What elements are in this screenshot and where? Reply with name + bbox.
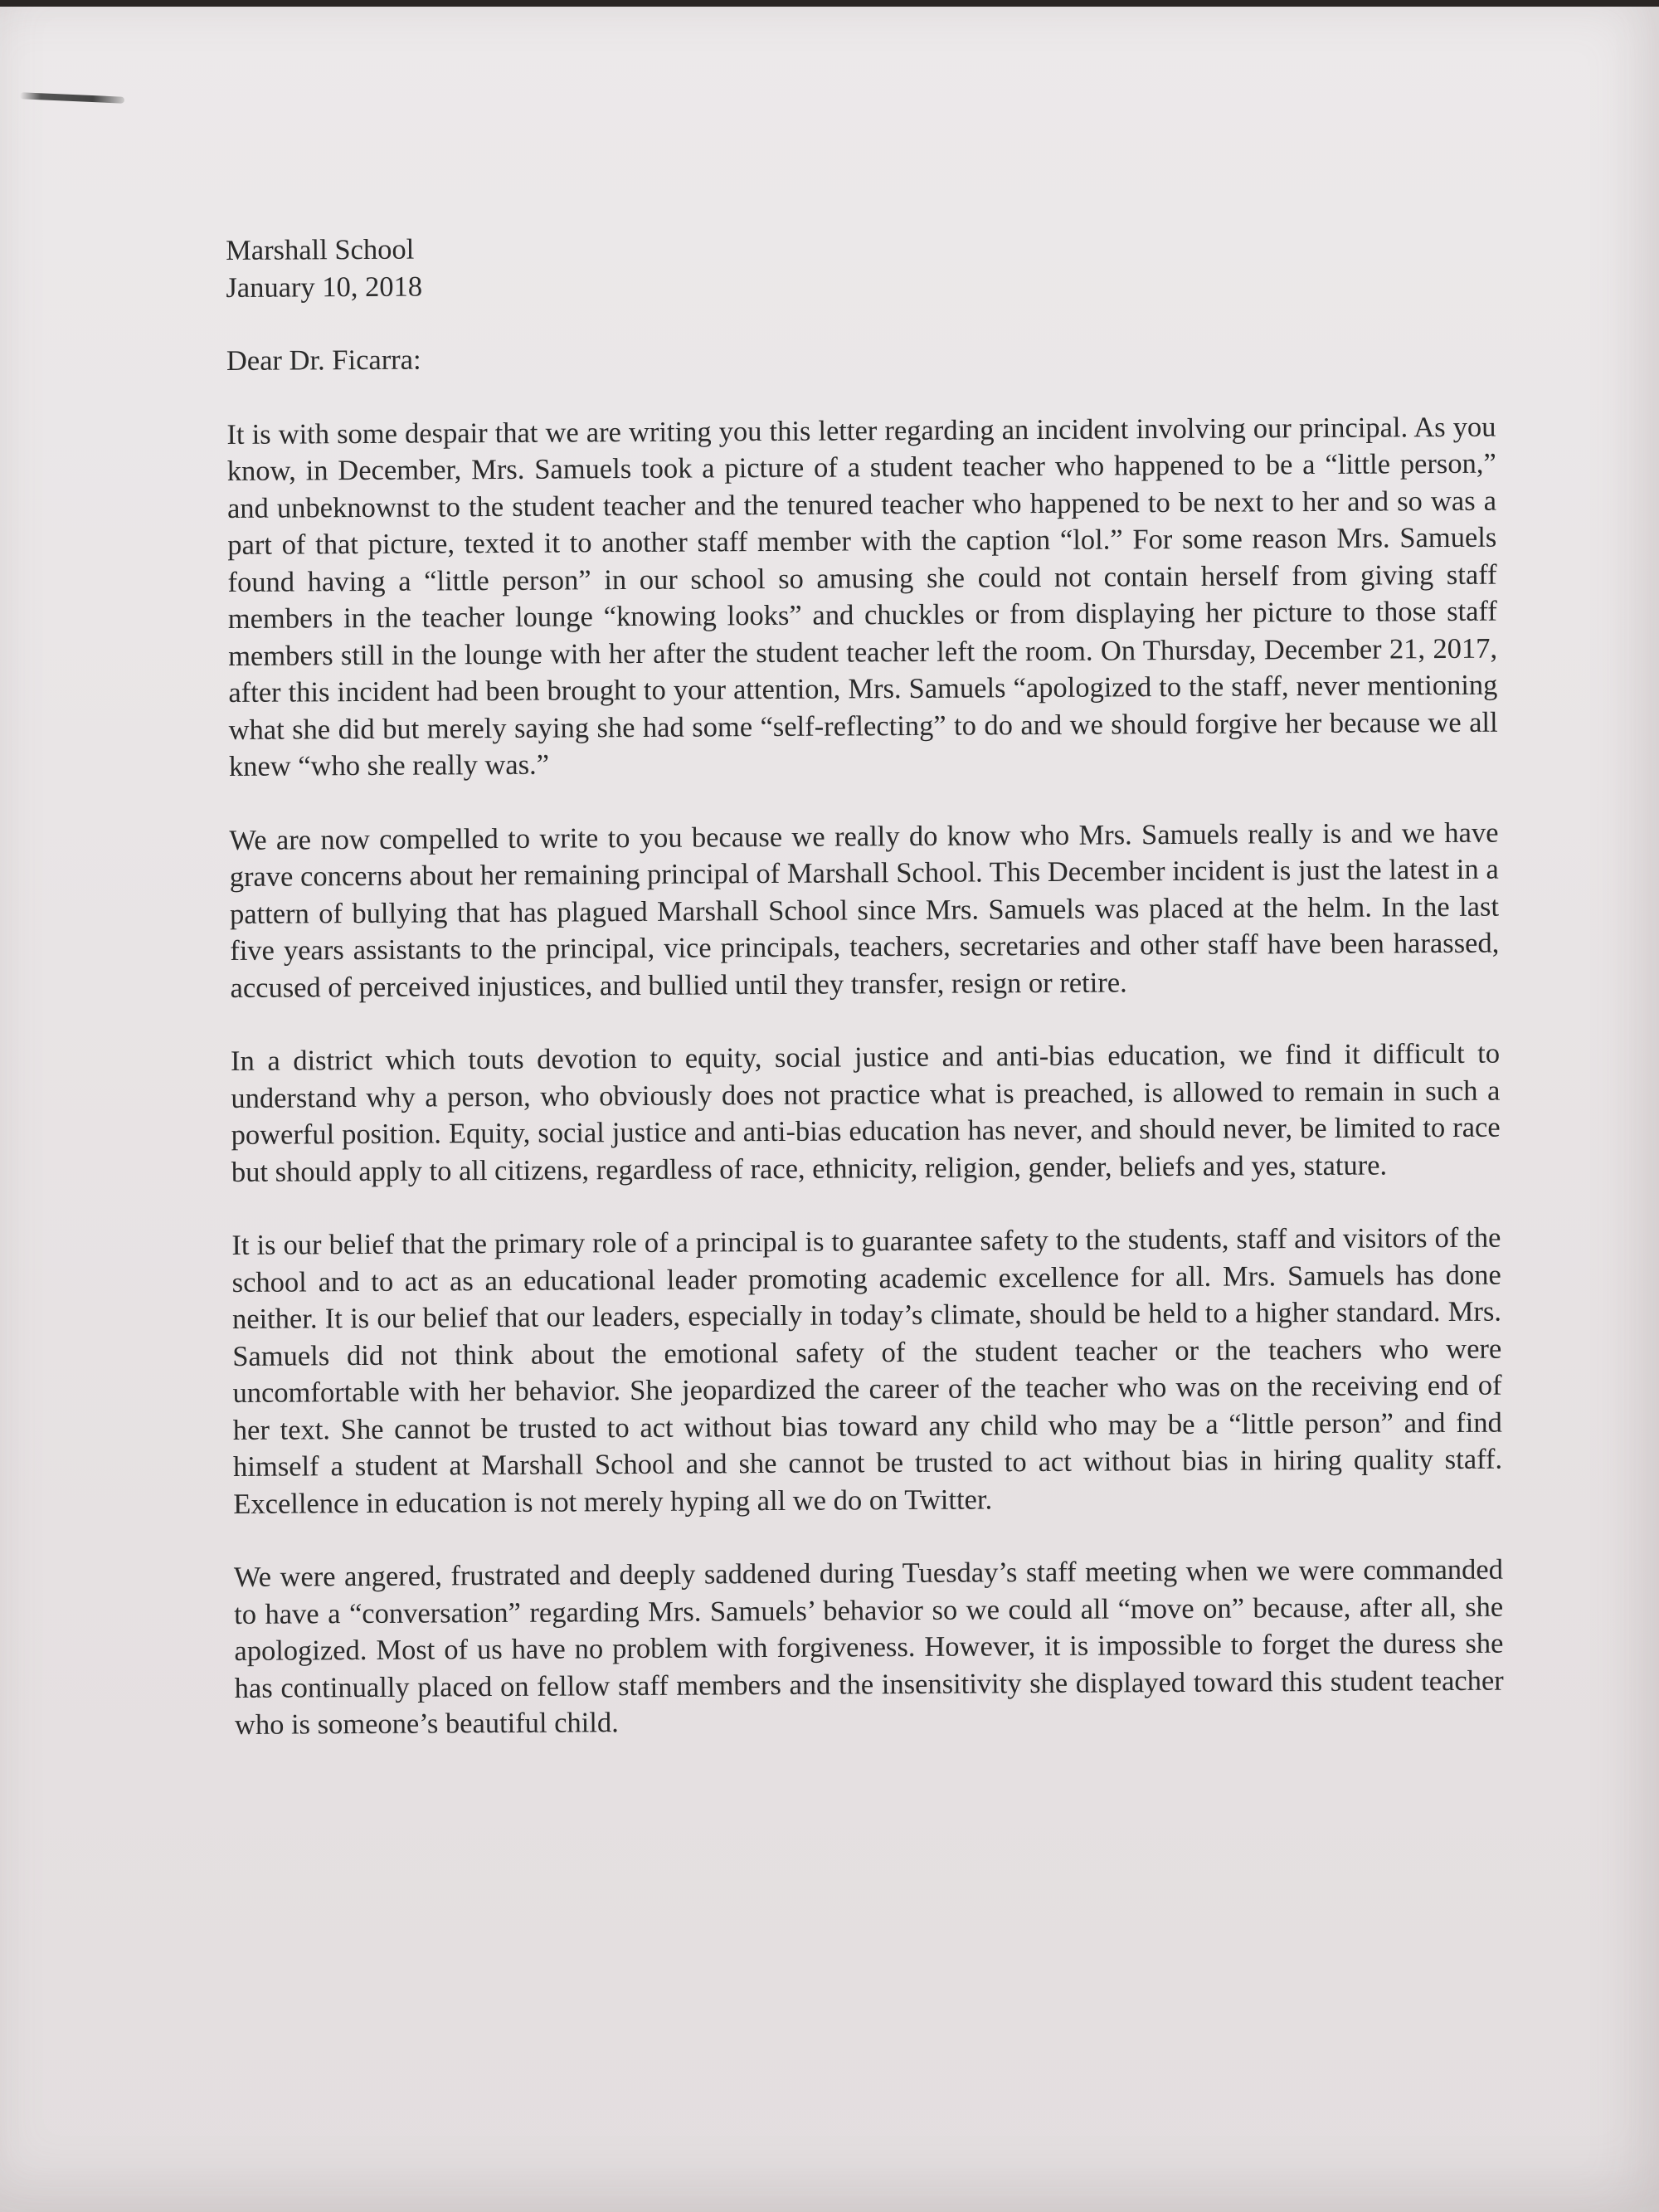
school-name: Marshall School — [226, 233, 415, 266]
paragraph-1: It is with some despair that we are writing you this letter regarding an incident involving our principal. As you know, in December, Mrs. Samuels took a picture of a student teacher who happened to be a “little person,” and unbeknownst to the student teacher and the tenured teacher who happened to be next to her and so was a part of that picture, texted it to another staff member with the caption “lol.” For some reason Mrs. Samuels found having a “little person” in our school so amusing she could not contain herself from giving staff members in the teacher lounge “knowing looks” and chuckles or from displaying her picture to those staff members still in the lounge with her after the student teacher left the room. On Thursday, December 21, 2017, after this incident had been brought to your attention, Mrs. Samuels “apologized to the staff, never mentioning what she did but merely saying she had some “self-reflecting” to do and we should forgive her because we all knew “who she really was.” — [226, 411, 1498, 782]
letter-date: January 10, 2018 — [226, 270, 423, 304]
paragraph-3: In a district which touts devotion to equity, social justice and anti-bias education, we find it difficult to understand why a person, who obviously does not practice what is preached, is allowed to remain in such a powerful position. Equity, social justice and anti-bias education has never, and should never, be limited to race but should apply to all citizens, regardless of race, ethnicity, religion, gender, beliefs and yes, stature. — [230, 1037, 1501, 1188]
paragraph-5: We were angered, frustrated and deeply saddened during Tuesday’s staff meeting when we were commanded to have a “conversation” regarding Mrs. Samuels’ behavior so we could all “move on” because, after all, she apologized. Most of us have no problem with forgiveness. However, it is impossible to forget the duress she has continually placed on fellow staff members and the insensitivity she displayed toward this student teacher who is someone’s beautiful child. — [233, 1553, 1504, 1741]
paragraph-2: We are now compelled to write to you because we really do know who Mrs. Samuels really is and we have grave concerns about her remaining principal of Marshall School. This December incident is just the latest in a pattern of bullying that has plagued Marshall School since Mrs. Samuels was placed at the helm. In the last five years assistants to the principal, vice principals, teachers, secretaries and other staff have been harassed, accused of perceived injustices, and bullied until they transfer, resign or retire. — [229, 816, 1500, 1004]
letter-body — [226, 225, 1504, 1744]
staple-mark — [20, 92, 124, 103]
paragraph-4: It is our belief that the primary role of a principal is to guarantee safety to the students, staff and visitors of the school and to act as an educational leader promoting academic excellence for all. Mrs. Samuels has done neither. It is our belief that our leaders, especially in today’s climate, should be held to a higher standard. Mrs. Samuels did not think about the emotional safety of the student teacher or the teachers who were uncomfortable with her behavior. She jeopardized the career of the teacher who was on the receiving end of her text. She cannot be trusted to act without bias toward any child who may be a “little person” and find himself a student at Marshall School and she cannot be trusted to act without bias in hiring quality staff. Excellence in education is not merely hyping all we do on Twitter. — [231, 1221, 1503, 1520]
salutation: Dear Dr. Ficarra: — [226, 343, 421, 377]
paper-sheet — [0, 7, 1659, 2212]
